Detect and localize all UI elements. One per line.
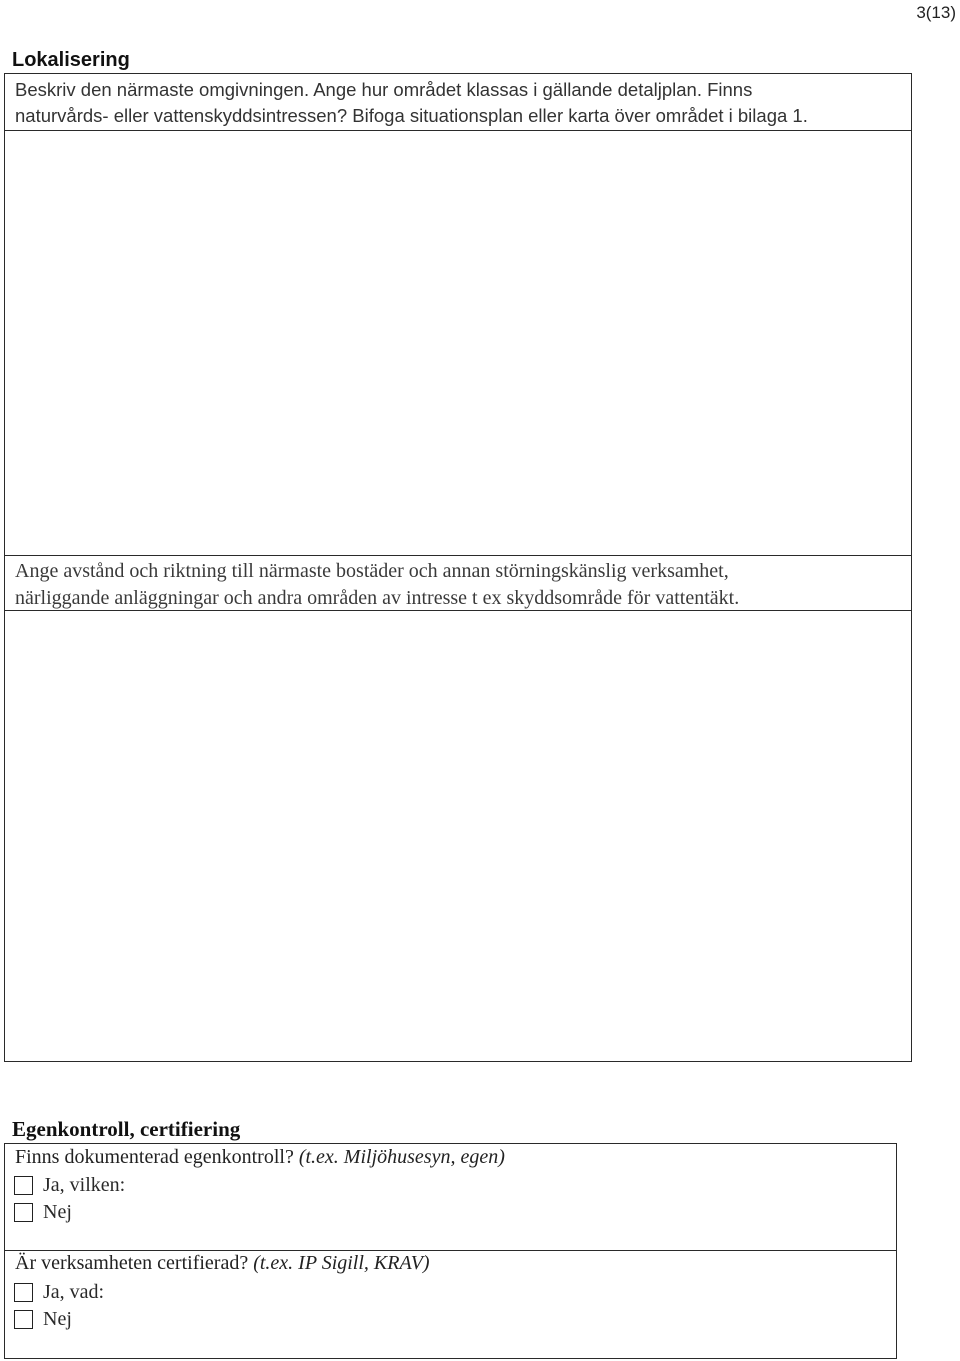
page-number: 3(13)	[916, 3, 956, 22]
option-label: Ja, vad:	[43, 1280, 105, 1303]
option-row-nej	[14, 1200, 72, 1224]
divider	[5, 130, 911, 131]
egenkontroll-box	[4, 1143, 897, 1359]
option-label: Ja, vilken:	[43, 1173, 126, 1196]
divider	[5, 1250, 896, 1251]
divider	[5, 610, 911, 611]
prompt-distance-line1: Ange avstånd och riktning till närmaste bostäder och annan störningskänslig verksamhet,	[15, 560, 729, 582]
question-egenkontroll	[15, 1146, 505, 1169]
checkbox-nej[interactable]	[14, 1310, 33, 1329]
prompt-surroundings-line1: Beskriv den närmaste omgivningen. Ange hur området klassas i gällande detaljplan. Finns	[15, 79, 753, 100]
prompt-surroundings-line2: naturvårds- eller vattenskyddsintressen? Bifoga situationsplan eller karta över området i bilaga 1.	[15, 105, 808, 126]
question-hint: (t.ex. Miljöhusesyn, egen)	[298, 1146, 505, 1168]
checkbox-nej[interactable]	[14, 1203, 33, 1222]
lokalisering-box	[4, 73, 912, 1062]
prompt-distance-line2: närliggande anläggningar och andra områden av intresse t ex skyddsområde för vattentäkt.	[15, 587, 740, 609]
distance-answer-area[interactable]	[5, 612, 911, 1060]
option-row-nej	[14, 1307, 72, 1331]
question-hint: (t.ex. IP Sigill, KRAV)	[253, 1252, 430, 1274]
surroundings-answer-area[interactable]	[5, 132, 911, 554]
option-label: Nej	[43, 1200, 72, 1223]
question-text: Finns dokumenterad egenkontroll?	[15, 1146, 294, 1168]
divider	[5, 555, 911, 556]
question-certifiering	[15, 1252, 430, 1275]
option-row-ja-vilken	[14, 1173, 125, 1197]
checkbox-ja-vilken[interactable]	[14, 1176, 33, 1195]
checkbox-ja-vad[interactable]	[14, 1283, 33, 1302]
question-text: Är verksamheten certifierad?	[15, 1252, 249, 1274]
section-heading-egenkontroll: Egenkontroll, certifiering	[12, 1117, 241, 1141]
option-row-ja-vad	[14, 1280, 104, 1304]
section-heading-lokalisering: Lokalisering	[12, 49, 130, 71]
option-label: Nej	[43, 1307, 72, 1330]
